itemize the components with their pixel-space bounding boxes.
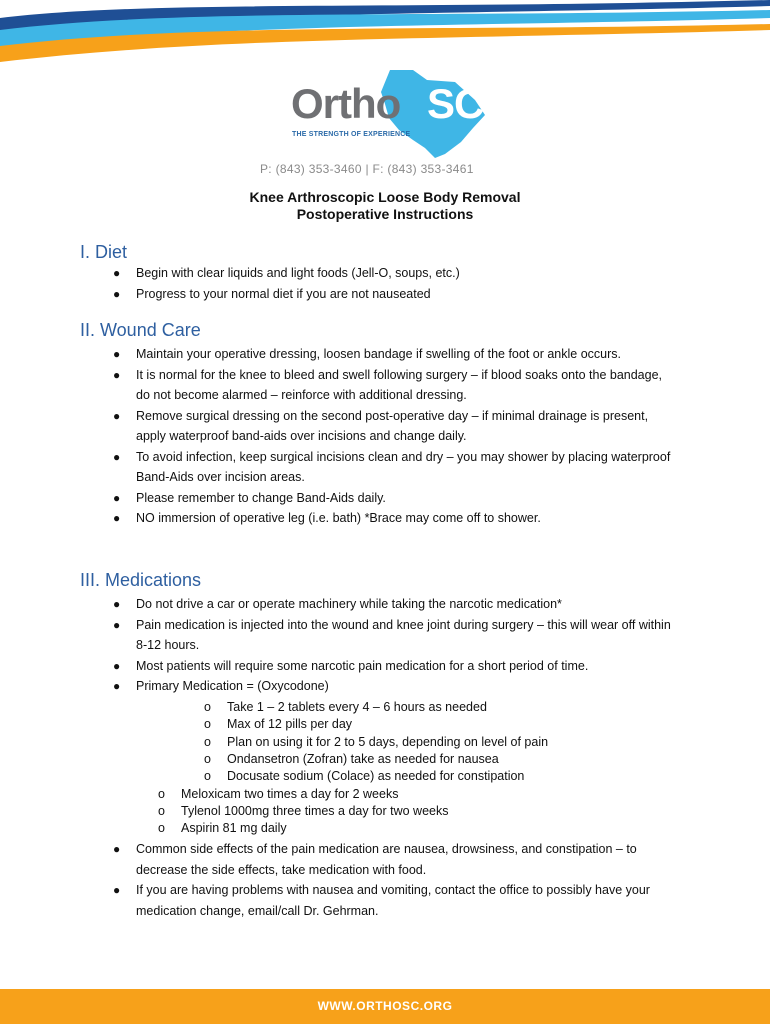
sub-list-item: o Plan on using it for 2 to 5 days, depending on level of pain: [227, 734, 548, 751]
sub-list-item: o Tylenol 1000mg three times a day for two weeks: [181, 803, 449, 820]
phone-fax: P: (843) 353-3460 | F: (843) 353-3461: [260, 162, 474, 176]
bullet-icon: ●: [113, 490, 121, 505]
list-item: ● Please remember to change Band-Aids daily.: [0, 488, 676, 509]
circle-bullet-icon: o: [204, 717, 211, 731]
list-item: ● Do not drive a car or operate machinery while taking the narcotic medication*: [0, 594, 676, 615]
logo-ortho-text: Ortho: [291, 80, 401, 127]
medications-list-continued: [0, 839, 676, 921]
circle-bullet-icon: o: [204, 735, 211, 749]
list-item: ● Pain medication is injected into the wound and knee joint during surgery – this will wear off within 8-12 hours.: [0, 615, 676, 656]
list-item: ● NO immersion of operative leg (i.e. bath) *Brace may come off to shower.: [0, 508, 676, 529]
circle-bullet-icon: o: [204, 700, 211, 714]
sub-list-item: o Meloxicam two times a day for 2 weeks: [181, 786, 398, 803]
section-heading-wound-care: II. Wound Care: [80, 320, 201, 340]
list-item: ● Progress to your normal diet if you are not nauseated: [0, 284, 676, 305]
circle-bullet-icon: o: [158, 804, 165, 818]
website-link[interactable]: WWW.ORTHOSC.ORG: [317, 999, 453, 1013]
sub-list-item: o Aspirin 81 mg daily: [181, 820, 287, 837]
medications-list: [0, 594, 676, 697]
circle-bullet-icon: o: [158, 821, 165, 835]
list-item: ● Begin with clear liquids and light foods (Jell-O, soups, etc.): [0, 263, 676, 284]
logo-tagline: THE STRENGTH OF EXPERIENCE: [292, 131, 411, 138]
bullet-icon: ●: [113, 679, 121, 693]
bullet-icon: ●: [113, 266, 121, 280]
bullet-icon: ●: [113, 658, 121, 673]
section-heading-diet: I. Diet: [80, 242, 128, 262]
list-item: ● If you are having problems with nausea and vomiting, contact the office to possibly have your medication change, email/call Dr. Gehrman.: [0, 880, 676, 921]
logo-sc-text: SC: [427, 80, 484, 127]
bullet-icon: ●: [113, 883, 121, 897]
list-item: ● To avoid infection, keep surgical incisions clean and dry – you may shower by placing waterproof Band-Aids over incision areas.: [0, 447, 676, 488]
list-item: ● Common side effects of the pain medication are nausea, drowsiness, and constipation – to decrease the side effects, take medication with food.: [0, 839, 676, 880]
list-item: ● Primary Medication = (Oxycodone): [0, 676, 676, 697]
diet-list: [0, 263, 676, 304]
bullet-icon: ●: [113, 347, 121, 361]
list-item: ● Maintain your operative dressing, loosen bandage if swelling of the foot or ankle occurs.: [0, 344, 676, 365]
bullet-icon: ●: [113, 449, 121, 464]
bullet-icon: ●: [113, 286, 121, 301]
sub-list-item: o Ondansetron (Zofran) take as needed for nausea: [227, 751, 499, 768]
wound-care-list: [0, 344, 676, 529]
list-item: ● Most patients will require some narcotic pain medication for a short period of time.: [0, 656, 676, 677]
logo: [291, 80, 484, 128]
bullet-icon: ●: [113, 617, 121, 632]
document-title: Knee Arthroscopic Loose Body Removal: [249, 189, 521, 205]
bullet-icon: ●: [113, 367, 121, 382]
sub-list-item: o Take 1 – 2 tablets every 4 – 6 hours as needed: [227, 699, 487, 716]
bullet-icon: ●: [113, 511, 121, 525]
bullet-icon: ●: [113, 597, 121, 611]
section-heading-medications: III. Medications: [80, 570, 202, 590]
circle-bullet-icon: o: [204, 752, 211, 766]
bullet-icon: ●: [113, 408, 121, 423]
sub-list-item: o Docusate sodium (Colace) as needed for constipation: [227, 768, 524, 785]
document-subtitle: Postoperative Instructions: [296, 206, 474, 222]
bullet-icon: ●: [113, 842, 121, 856]
circle-bullet-icon: o: [158, 787, 165, 801]
footer-bar: [0, 989, 770, 1024]
circle-bullet-icon: o: [204, 769, 211, 783]
list-item: ● Remove surgical dressing on the second post-operative day – if minimal drainage is present, apply waterproof band-aids over incisions and change daily.: [0, 406, 676, 447]
sub-list-item: o Max of 12 pills per day: [227, 716, 352, 733]
list-item: ● It is normal for the knee to bleed and swell following surgery – if blood soaks onto the bandage, do not become alarmed – reinforce with additional dressing.: [0, 365, 676, 406]
